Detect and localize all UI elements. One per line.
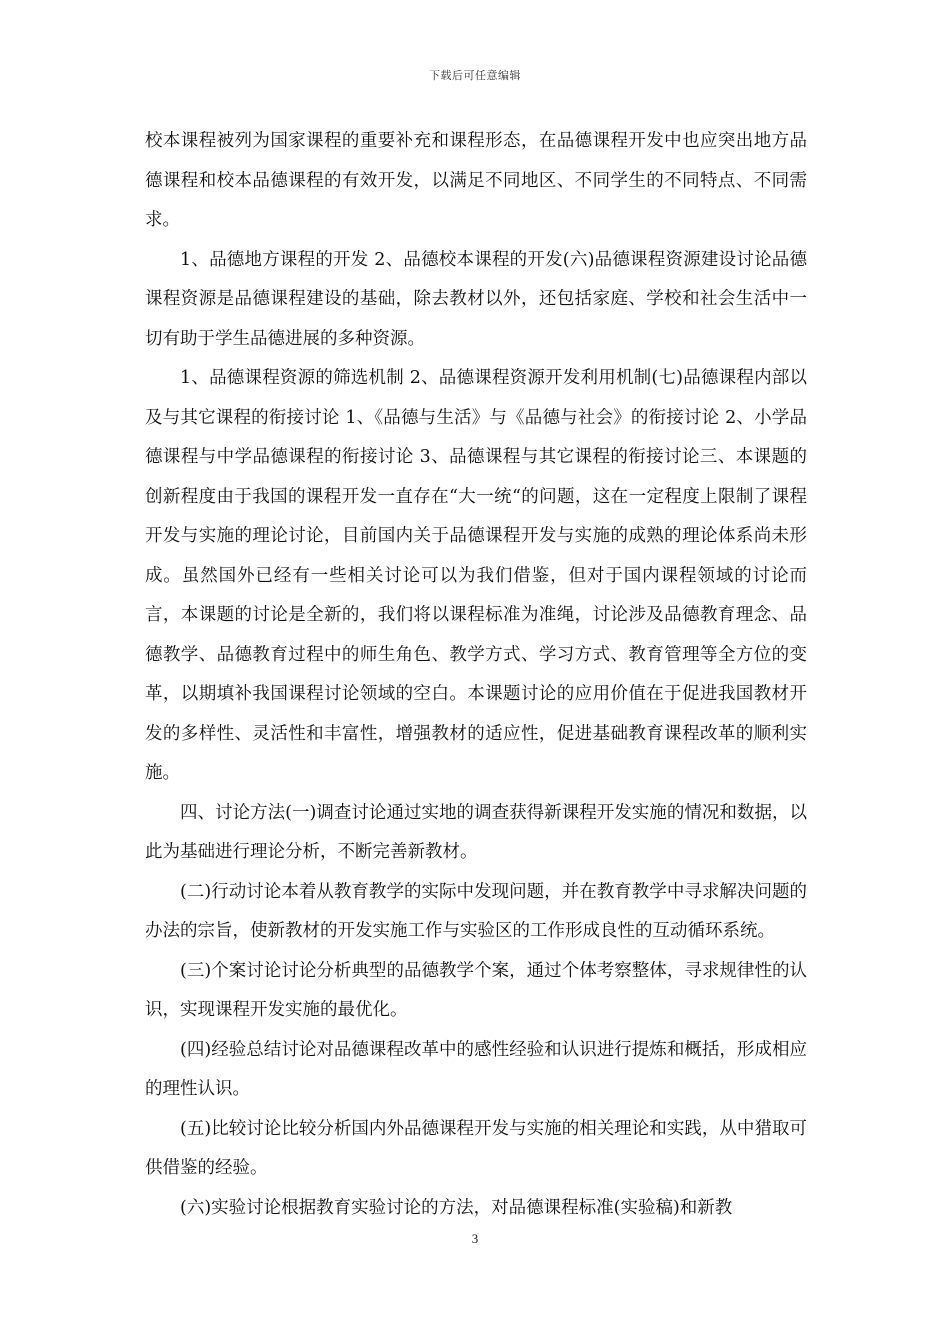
paragraph: 校本课程被列为国家课程的重要补充和课程形态，在品德课程开发中也应突出地方品德课程和校本品德课程的有效开发，以满足不同地区、不同学生的不同特点、不同需求。 <box>145 131 807 230</box>
paragraph: 1、品德课程资源的筛选机制 2、品德课程资源开发利用机制(七)品德课程内部以及与其它课程的衔接讨论 1、《品德与生活》与《品德与社会》的衔接讨论 2、小学品德课程与中学品德课程的衔接讨论 3、品德课程与其它课程的衔接讨论三、本课题的创新程度由于我国的课程开发一直存在“大一统“的问题，这在一定程度上限制了课程开发与实施的理论讨论，目前国内关于品德课程开发与实施的成熟的理论体系尚未形成。虽然国外已经有一些相关讨论可以为我们借鉴，但对于国内课程领域的讨论而言，本课题的讨论是全新的，我们将以课程标准为准绳，讨论涉及品德教育理念、品德教学、品德教育过程中的师生角色、教学方式、学习方式、教育管理等全方位的变革，以期填补我国课程讨论领域的空白。本课题讨论的应用价值在于促进我国教材开发的多样性、灵活性和丰富性，增强教材的适应性，促进基础教育课程改革的顺利实施。 <box>145 368 807 783</box>
paragraph: (五)比较讨论比较分析国内外品德课程开发与实施的相关理论和实践，从中猎取可供借鉴的经验。 <box>145 1118 807 1178</box>
paragraph: (四)经验总结讨论对品德课程改革中的感性经验和认识进行提炼和概括，形成相应的理性认识。 <box>145 1039 807 1099</box>
paragraph: 四、讨论方法(一)调查讨论通过实地的调查获得新课程开发实施的情况和数据，以此为基础进行理论分析，不断完善新教材。 <box>145 802 807 862</box>
paragraph: 1、品德地方课程的开发 2、品德校本课程的开发(六)品德课程资源建设讨论品德课程资源是品德课程建设的基础，除去教材以外，还包括家庭、学校和社会生活中一切有助于学生品德进展的多种资源。 <box>145 249 807 349</box>
paragraph: (六)实验讨论根据教育实验讨论的方法，对品德课程标准(实验稿)和新教 <box>180 1197 733 1218</box>
paragraph: (三)个案讨论讨论分析典型的品德教学个案，通过个体考察整体，寻求规律性的认识，实现课程开发实施的最优化。 <box>145 960 807 1020</box>
page-number: 3 <box>471 1231 479 1246</box>
page-header: 下载后可任意编辑 <box>429 69 521 82</box>
body-text <box>145 122 807 1228</box>
paragraph: (二)行动讨论本着从教育教学的实际中发现问题，并在教育教学中寻求解决问题的办法的宗旨，使新教材的开发实施工作与实验区的工作形成良性的互动循环系统。 <box>145 881 807 941</box>
